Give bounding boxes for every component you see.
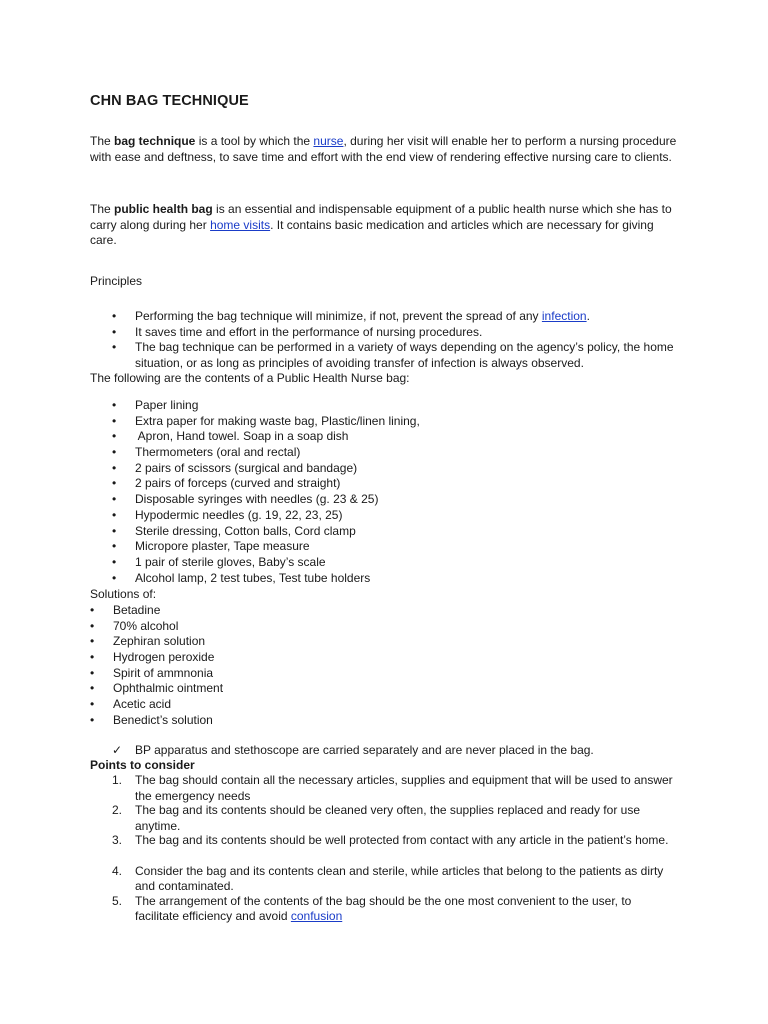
points-heading-text: Points to consider <box>90 758 195 772</box>
list-item: • 2 pairs of scissors (surgical and bandage) <box>90 461 678 477</box>
list-item: • Hydrogen peroxide <box>90 650 678 666</box>
list-item <box>90 833 678 863</box>
item-number: 3. <box>112 833 123 848</box>
list-item: • 2 pairs of forceps (curved and straight) <box>90 476 678 492</box>
document-title: CHN BAG TECHNIQUE <box>90 93 249 109</box>
list-item <box>90 309 678 325</box>
confusion-link[interactable]: confusion <box>290 909 343 924</box>
list-item: • Disposable syringes with needles (g. 23 & 25) <box>90 492 678 508</box>
points-heading <box>90 758 678 774</box>
bag-technique-definition <box>90 134 678 165</box>
item-text: The bag and its contents should be cleaned very often, the supplies replaced and ready for use anytime. <box>135 803 640 833</box>
item-number: 1. <box>112 773 123 787</box>
item-text: The bag should contain all the necessary articles, supplies and equipment that will be used to answer the emergency needs <box>135 773 673 803</box>
bold-term: public health bag <box>114 202 213 216</box>
list-item: • Apron, Hand towel. Soap in a soap dish <box>90 429 678 445</box>
item-number: 4. <box>112 863 123 878</box>
list-item: • The bag technique can be performed in a variety of ways depending on the agency’s policy, the home situation, or as long as principles of avoiding transfer of infection is always observed. <box>90 340 678 371</box>
contents-list <box>90 398 678 586</box>
list-item: • Sterile dressing, Cotton balls, Cord clamp <box>90 524 678 540</box>
points-list <box>90 773 678 924</box>
list-item: • Benedict’s solution <box>90 713 678 729</box>
list-item: • Acetic acid <box>90 697 678 713</box>
list-item: • Thermometers (oral and rectal) <box>90 445 678 461</box>
list-item: • 70% alcohol <box>90 619 678 635</box>
infection-link[interactable]: infection <box>541 309 587 323</box>
check-mark-icon: ✓ <box>112 743 123 757</box>
note-text: BP apparatus and stethoscope are carried separately and are never placed in the bag. <box>135 743 594 757</box>
solutions-heading: Solutions of: <box>90 587 157 601</box>
list-item: • Betadine <box>90 603 678 619</box>
bold-term: bag technique <box>114 134 196 148</box>
principles-heading: Principles <box>90 274 143 288</box>
list-item: • Paper lining <box>90 398 678 414</box>
list-item: • Extra paper for making waste bag, Plastic/linen lining, <box>90 414 678 430</box>
list-item: • 1 pair of sterile gloves, Baby’s scale <box>90 555 678 571</box>
item-number: 2. <box>112 803 123 818</box>
list-item <box>90 803 678 833</box>
list-item: • Spirit of ammnonia <box>90 666 678 682</box>
home-visits-link[interactable]: home visits <box>210 217 271 232</box>
item-text: The arrangement of the contents of the bag should be the one most convenient to the user, to facilitate efficiency and avoid <box>135 893 632 924</box>
principles-list <box>90 309 678 371</box>
text-run: is an essential and indispensable equipment of a public health nurse which she has to carry along during her <box>90 202 672 232</box>
text-run: is a tool by which the <box>195 134 314 148</box>
list-item <box>90 864 678 894</box>
text-run: The <box>90 134 115 148</box>
text-run: . <box>586 309 590 323</box>
list-item: • Hypodermic needles (g. 19, 22, 23, 25) <box>90 508 678 524</box>
contents-intro: The following are the contents of a Public Health Nurse bag: <box>90 371 410 385</box>
text-run: Performing the bag technique will minimize, if not, prevent the spread of any <box>135 309 542 323</box>
item-text: Consider the bag and its contents clean and sterile, while articles that belong to the patients as dirty and contaminated. <box>135 863 664 894</box>
bp-apparatus-note <box>112 743 678 759</box>
list-item: • Micropore plaster, Tape measure <box>90 539 678 555</box>
list-item: • It saves time and effort in the performance of nursing procedures. <box>90 325 678 341</box>
list-item: • Alcohol lamp, 2 test tubes, Test tube holders <box>90 571 678 587</box>
text-run: The <box>90 202 115 216</box>
text-run: , during her visit will enable her to perform a nursing procedure with ease and deftness, to save time and effort with the end view of rendering effective nursing care to clients. <box>90 134 677 164</box>
solutions-list <box>90 603 678 729</box>
list-item <box>90 773 678 803</box>
item-text: The bag and its contents should be well protected from contact with any article in the patient’s home. <box>135 833 669 848</box>
text-run: . It contains basic medication and articles which are necessary for giving care. <box>90 217 654 247</box>
public-health-bag-definition <box>90 202 678 249</box>
nurse-link[interactable]: nurse <box>313 134 344 148</box>
item-number: 5. <box>112 893 123 908</box>
list-item: • Ophthalmic ointment <box>90 681 678 697</box>
list-item: • Zephiran solution <box>90 634 678 650</box>
list-item <box>90 894 678 924</box>
